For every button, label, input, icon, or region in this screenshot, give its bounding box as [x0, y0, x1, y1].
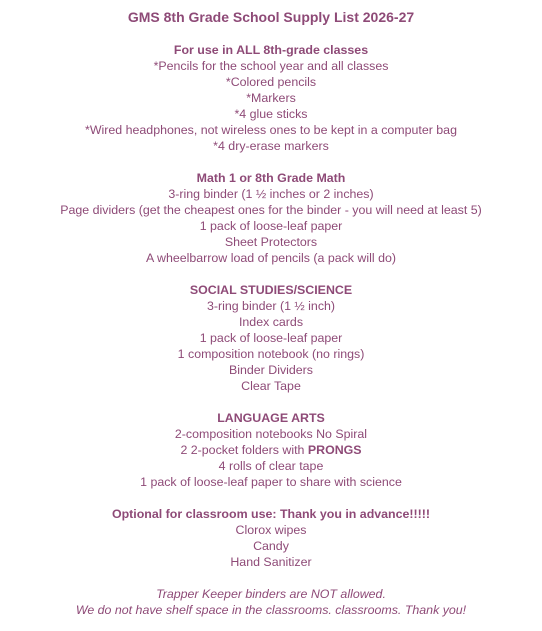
- list-item: Index cards: [238, 315, 304, 329]
- list-item: 3-ring binder (1 ½ inch): [206, 299, 336, 313]
- section-heading: LANGUAGE ARTS: [217, 411, 325, 425]
- list-item: 2-composition notebooks No Spiral: [174, 427, 368, 441]
- section-social-studies-science: [0, 282, 542, 394]
- list-item: Clorox wipes: [235, 523, 307, 537]
- section-optional: [0, 506, 542, 570]
- list-item: 1 composition notebook (no rings): [177, 347, 365, 361]
- footer-line: We do not have shelf space in the classrooms. classrooms. Thank you!: [75, 603, 467, 617]
- list-item: Page dividers (get the cheapest ones for the binder - you will need at least 5): [60, 203, 482, 217]
- section-all-classes: [0, 42, 542, 154]
- section-language-arts: [0, 410, 542, 490]
- page-title: GMS 8th Grade School Supply List 2026-27: [127, 9, 415, 25]
- section-heading: Math 1 or 8th Grade Math: [196, 171, 346, 185]
- list-item: 3-ring binder (1 ½ inches or 2 inches): [168, 187, 374, 201]
- list-item: Hand Sanitizer: [230, 555, 312, 569]
- prongs-emphasis: PRONGS: [307, 443, 362, 457]
- list-item: Clear Tape: [241, 379, 301, 393]
- list-item: *Pencils for the school year and all classes: [153, 59, 389, 73]
- list-item: *4 dry-erase markers: [213, 139, 329, 153]
- list-item: 1 pack of loose-leaf paper: [199, 219, 343, 233]
- list-item: *Markers: [246, 91, 296, 105]
- list-item: 1 pack of loose-leaf paper to share with science: [140, 475, 402, 489]
- section-heading: Optional for classroom use: Thank you in advance!!!!!: [111, 507, 431, 521]
- list-item: A wheelbarrow load of pencils (a pack will do): [145, 251, 396, 265]
- list-item: *Wired headphones, not wireless ones to be kept in a computer bag: [85, 123, 457, 137]
- list-item: 1 pack of loose-leaf paper: [199, 331, 343, 345]
- footer-note: [0, 586, 542, 618]
- list-item: 4 rolls of clear tape: [218, 459, 324, 473]
- list-item: [0, 442, 542, 458]
- list-item-text: 2 2-pocket folders with: [180, 443, 308, 457]
- list-item: Candy: [253, 539, 289, 553]
- list-item: *4 glue sticks: [234, 107, 308, 121]
- list-item: Binder Dividers: [228, 363, 313, 377]
- footer-line: Trapper Keeper binders are NOT allowed.: [156, 587, 386, 601]
- section-heading: SOCIAL STUDIES/SCIENCE: [189, 283, 353, 297]
- list-item: *Colored pencils: [225, 75, 317, 89]
- list-item: Sheet Protectors: [224, 235, 318, 249]
- section-math: [0, 170, 542, 266]
- section-heading: For use in ALL 8th-grade classes: [173, 43, 369, 57]
